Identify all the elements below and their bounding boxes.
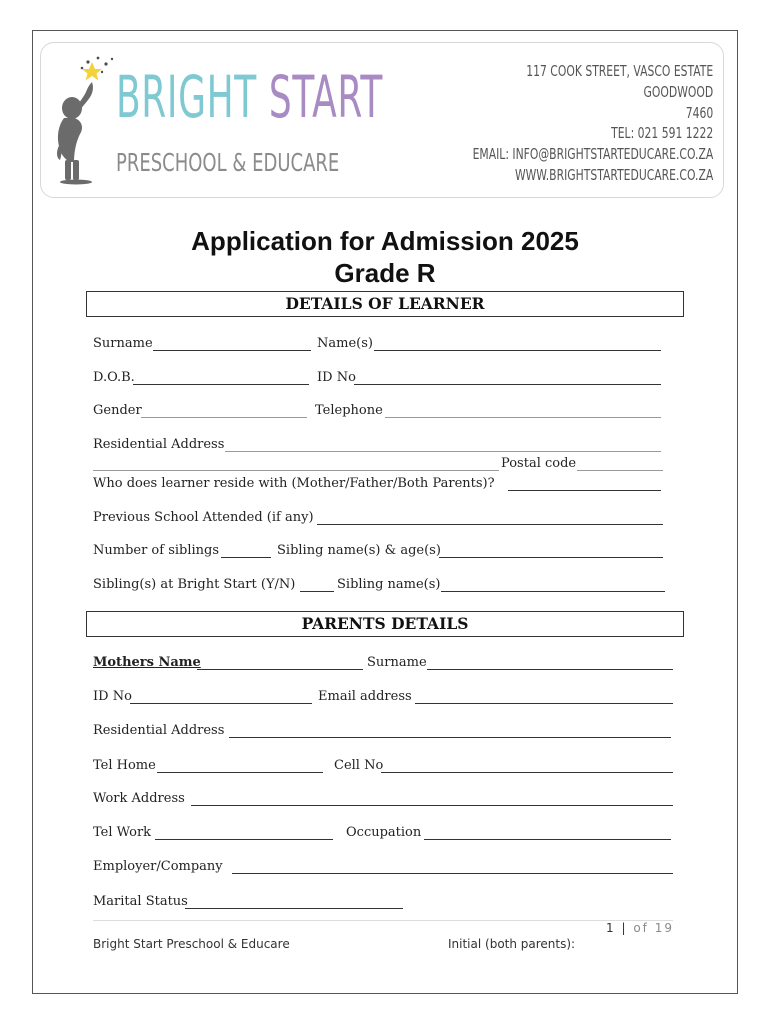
mother-email-field[interactable] <box>415 703 673 704</box>
residential-address-line-2-field[interactable] <box>93 470 499 471</box>
names-field[interactable] <box>374 350 661 351</box>
row-id-email <box>93 689 665 707</box>
occupation-label: Occupation <box>346 825 422 840</box>
contact-block <box>379 61 713 186</box>
brand-name-part-1: BRIGHT <box>116 63 269 131</box>
mother-id-label: ID No <box>93 689 132 704</box>
previous-school-label: Previous School Attended (if any) <box>93 510 314 525</box>
mother-surname-label: Surname <box>367 655 427 670</box>
page-total: of 19 <box>633 921 674 935</box>
surname-label: Surname <box>93 336 153 351</box>
mother-residential-address-label: Residential Address <box>93 723 225 738</box>
contact-email: EMAIL: INFO@BRIGHTSTARTEDUCARE.CO.ZA <box>472 145 713 164</box>
tel-work-field[interactable] <box>155 839 333 840</box>
telephone-label: Telephone <box>315 403 383 418</box>
footer-divider <box>93 920 673 921</box>
mother-email-label: Email address <box>318 689 412 704</box>
occupation-field[interactable] <box>424 839 671 840</box>
contact-postcode: 7460 <box>685 103 713 122</box>
learner-section-heading: DETAILS OF LEARNER <box>86 291 684 317</box>
sibling-names-ages-label: Sibling name(s) & age(s) <box>277 543 441 558</box>
footer-initials-label: Initial (both parents): <box>448 937 576 951</box>
dob-label: D.O.B. <box>93 370 135 385</box>
resides-with-label: Who does learner reside with (Mother/Father/Both Parents)? <box>93 476 495 491</box>
logo-child-star-icon <box>52 52 122 188</box>
contact-street: 117 COOK STREET, VASCO ESTATE <box>526 62 713 80</box>
row-gender-telephone <box>93 403 665 421</box>
row-siblings-at-school <box>93 577 665 595</box>
dob-field[interactable] <box>133 384 309 385</box>
document-title: Application for Admission 2025 <box>191 226 579 256</box>
row-siblings <box>93 543 665 561</box>
row-residential-address <box>93 437 665 455</box>
row-resides-with <box>93 476 665 494</box>
siblings-at-school-field[interactable] <box>300 591 334 592</box>
row-previous-school <box>93 510 665 528</box>
contact-tel: TEL: 021 591 1222 <box>610 124 713 143</box>
sibling-names-field[interactable] <box>441 591 665 592</box>
brand-name-part-2: START <box>268 63 383 131</box>
row-mothers-name <box>93 655 665 673</box>
residential-address-field[interactable] <box>225 451 661 452</box>
sibling-names-label: Sibling name(s) <box>337 577 441 592</box>
mothers-name-label: Mothers Name <box>93 655 201 670</box>
mothers-name-field[interactable] <box>197 669 363 670</box>
row-employer <box>93 859 665 877</box>
num-siblings-field[interactable] <box>221 557 271 558</box>
residential-address-label: Residential Address <box>93 437 225 452</box>
row-dob-id <box>93 370 665 388</box>
employer-label: Employer/Company <box>93 859 223 874</box>
gender-field[interactable] <box>141 417 307 418</box>
contact-suburb: GOODWOOD <box>643 82 713 101</box>
tel-work-label: Tel Work <box>93 825 152 840</box>
mother-residential-address-field[interactable] <box>229 737 671 738</box>
document-subtitle: Grade R <box>334 258 436 288</box>
postal-code-label: Postal code <box>501 456 577 471</box>
row-work-address <box>93 791 665 809</box>
num-siblings-label: Number of siblings <box>93 543 220 558</box>
parents-section-heading: PARENTS DETAILS <box>86 611 684 637</box>
postal-code-field[interactable] <box>577 470 663 471</box>
work-address-field[interactable] <box>191 805 673 806</box>
id-no-label: ID No <box>317 370 356 385</box>
row-mother-residential-address <box>93 723 665 741</box>
surname-field[interactable] <box>153 350 311 351</box>
cell-no-label: Cell No <box>334 758 384 773</box>
row-surname-names <box>93 336 665 354</box>
tel-home-label: Tel Home <box>93 758 156 773</box>
work-address-label: Work Address <box>93 791 185 806</box>
row-marital-status <box>93 894 665 912</box>
tel-home-field[interactable] <box>157 772 323 773</box>
previous-school-field[interactable] <box>317 524 663 525</box>
footer-school-name: Bright Start Preschool & Educare <box>93 937 290 951</box>
page-separator: | <box>621 921 628 935</box>
mother-id-field[interactable] <box>130 703 312 704</box>
brand-name <box>116 63 383 131</box>
mother-surname-field[interactable] <box>427 669 673 670</box>
page-current: 1 <box>606 921 616 935</box>
brand-subtitle: PRESCHOOL & EDUCARE <box>116 148 340 177</box>
marital-status-field[interactable] <box>185 908 403 909</box>
telephone-field[interactable] <box>385 417 661 418</box>
resides-with-field[interactable] <box>508 490 661 491</box>
page-number <box>606 921 674 935</box>
names-label: Name(s) <box>317 336 373 351</box>
row-address-postal <box>93 456 665 474</box>
siblings-at-school-label: Sibling(s) at Bright Start (Y/N) <box>93 577 296 592</box>
contact-website: WWW.BRIGHTSTARTEDUCARE.CO.ZA <box>514 165 713 184</box>
sibling-names-ages-field[interactable] <box>439 557 663 558</box>
gender-label: Gender <box>93 403 142 418</box>
cell-no-field[interactable] <box>381 772 673 773</box>
employer-field[interactable] <box>232 873 673 874</box>
marital-status-label: Marital Status <box>93 894 188 909</box>
row-tel-work-occupation <box>93 825 665 843</box>
row-tel-cell <box>93 758 665 776</box>
id-no-field[interactable] <box>354 384 661 385</box>
